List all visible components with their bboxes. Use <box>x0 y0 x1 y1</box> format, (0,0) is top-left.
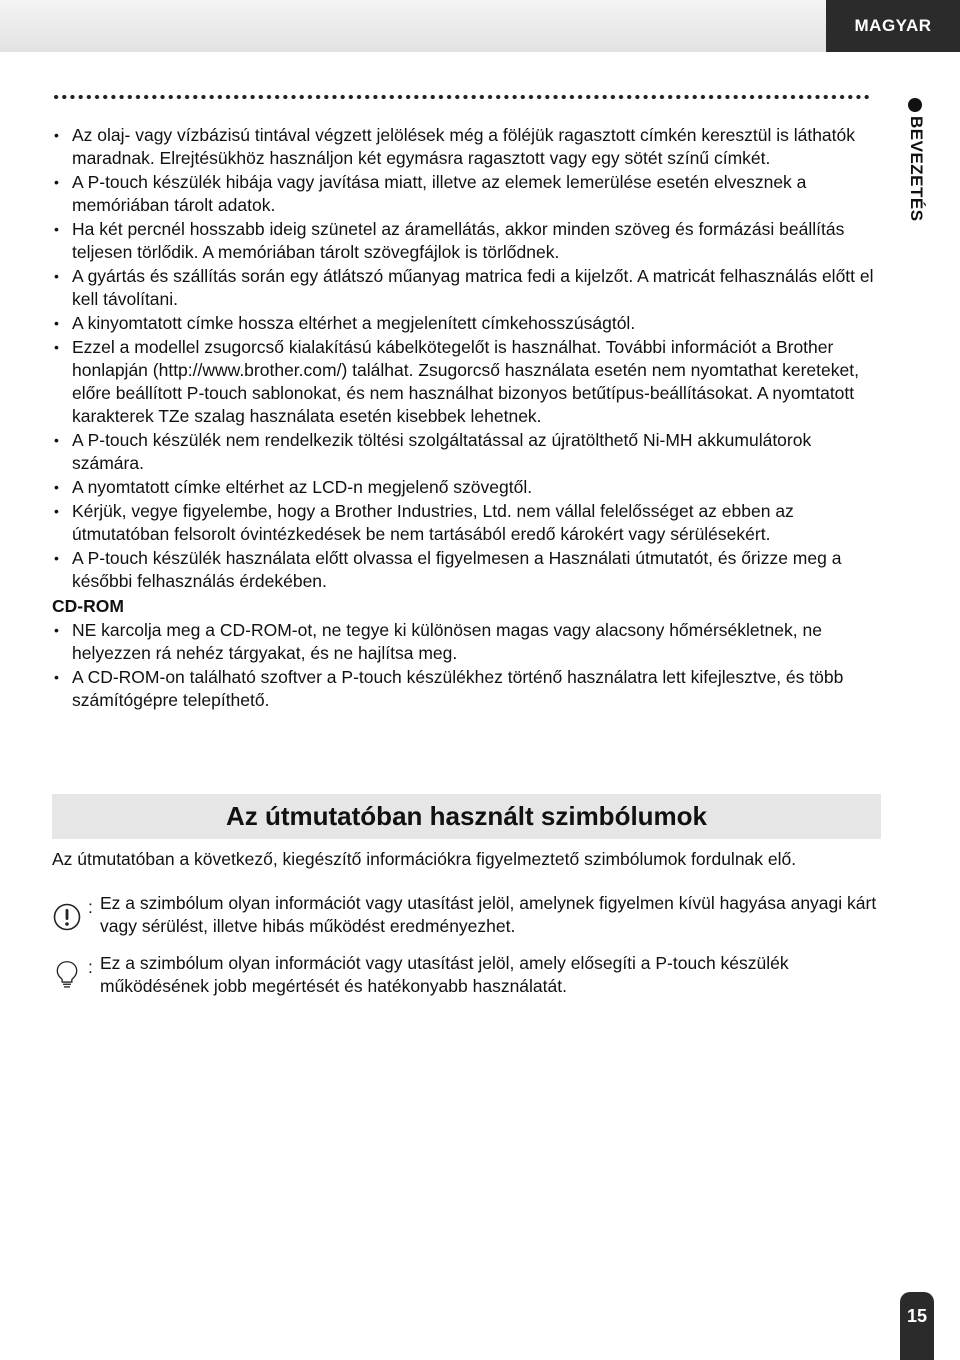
list-item: • A P-touch készülék hibája vagy javítása miatt, illetve az elemek lemerülése esetén elvesznek a memóriában tárolt adatok. <box>52 171 882 217</box>
caution-description: Ez a szimbólum olyan információt vagy utasítást jelöl, amelynek figyelmen kívül hagyása anyagi kárt vagy sérülést, illetve hibás működést eredményezhet. <box>100 893 877 936</box>
caution-colon: : <box>88 897 93 917</box>
list-item: • A P-touch készülék nem rendelkezik töltési szolgáltatással az újratölthető Ni-MH akkumulátorok számára. <box>52 429 882 475</box>
section-title: Az útmutatóban használt szimbólumok <box>52 794 881 839</box>
main-content <box>52 124 882 713</box>
section-bullet-icon <box>908 98 922 112</box>
caution-icon <box>52 902 82 932</box>
list-item: • A CD-ROM-on található szoftver a P-touch készülékhez történő használatra lett kifejlesztve, és több számítógépre telepíthető. <box>52 666 882 712</box>
language-tab: MAGYAR <box>826 0 960 52</box>
list-item: • A kinyomtatott címke hossza eltérhet a megjelenített címkehosszúságtól. <box>52 312 882 335</box>
dotted-rule <box>52 94 872 100</box>
list-item: • Az olaj- vagy vízbázisú tintával végzett jelölések még a föléjük ragasztott címkén keresztül is láthatók maradnak. Elrejtésükhöz használjon két egymásra ragasztott vagy egy sötét színű címkét. <box>52 124 882 170</box>
tip-colon: : <box>88 957 93 977</box>
tip-description: Ez a szimbólum olyan információt vagy utasítást jelöl, amely elősegíti a P-touch készülék működésének jobb megértését és hatékonyabb használatát. <box>100 953 789 996</box>
list-item: • A gyártás és szállítás során egy átlátszó műanyag matrica fedi a kijelzőt. A matricát felhasználás előtt el kell távolítani. <box>52 265 882 311</box>
header-band <box>0 0 960 52</box>
precautions-list <box>52 124 882 593</box>
list-item: • A P-touch készülék használata előtt olvassa el figyelmesen a Használati útmutatót, és őrizze meg a későbbi felhasználás érdekében. <box>52 547 882 593</box>
list-item: • NE karcolja meg a CD-ROM-ot, ne tegye ki különösen magas vagy alacsony hőmérsékletnek, ne helyezzen rá nehéz tárgyakat, és ne hajlítsa meg. <box>52 619 882 665</box>
list-item: • A nyomtatott címke eltérhet az LCD-n megjelenő szövegtől. <box>52 476 882 499</box>
list-item: • Kérjük, vegye figyelembe, hogy a Brother Industries, Ltd. nem vállal felelősséget az ebben az útmutatóban felsorolt óvintézkedések be nem tartásából eredő károkért vagy sérülésekért. <box>52 500 882 546</box>
lightbulb-icon <box>52 960 82 990</box>
symbols-intro: Az útmutatóban a következő, kiegészítő információkra figyelmeztető szimbólumok fordulnak elő. <box>52 849 797 869</box>
list-item: • Ha két percnél hosszabb ideig szünetel az áramellátás, akkor minden szöveg és formázási beállítás teljesen törlődik. A memóriában tárolt szövegfájlok is törlődnek. <box>52 218 882 264</box>
cdrom-list <box>52 619 882 712</box>
cdrom-heading: CD-ROM <box>52 596 124 616</box>
page-number: 15 <box>900 1292 934 1360</box>
side-section-label: BEVEZETÉS <box>907 116 926 222</box>
list-item: • Ezzel a modellel zsugorcső kialakítású kábelkötegelőt is használhat. További információt a Brother honlapján (http://www.brother.com/) találhat. Zsugorcső használata esetén nem nyomtathat kereteket, előre beállított P-touch sablonokat, és nem használhat bizonyos betűtípus-beállításokat. A nyomtatott karakterek TZe szalag használata esetén kisebbek lehetnek. <box>52 336 882 428</box>
